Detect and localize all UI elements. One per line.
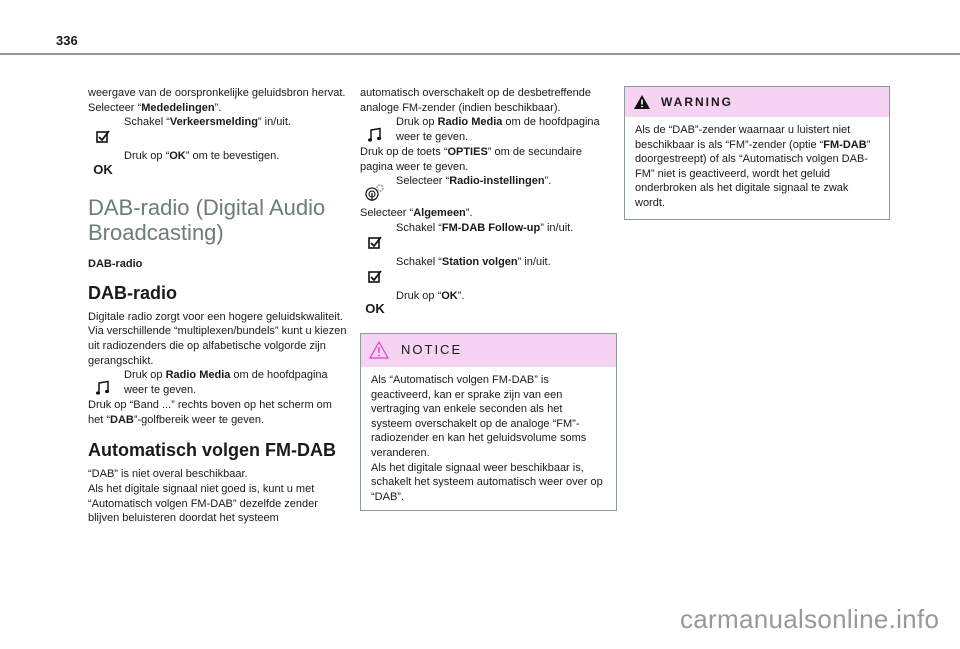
page-number: 336 xyxy=(56,33,78,48)
warning-box xyxy=(624,86,890,220)
text-bold: Radio Media xyxy=(165,369,231,382)
instruction-row xyxy=(88,368,348,398)
warning-triangle-icon xyxy=(633,94,651,110)
text-bold: OPTIES xyxy=(447,146,488,159)
radio-settings-icon xyxy=(360,176,390,202)
text: Druk op xyxy=(124,369,166,382)
text: ” in/uit. xyxy=(517,255,551,268)
paragraph: Als “Automatisch volgen FM-DAB” is geactiveerd, kan er sprake zijn van een vertraging van enkele seconden als het systeem overschakelt op de analoge “FM”-radiozender en kan het geluidsvolume soms veranderen. xyxy=(371,373,587,459)
subheading: DAB-radio xyxy=(88,258,143,271)
text-bold: Mededelingen xyxy=(141,101,215,114)
instruction-row xyxy=(360,174,618,204)
instruction-row xyxy=(360,289,618,319)
text: ”. xyxy=(465,207,473,220)
paragraph: Via verschillende “multiplexen/bundels” kunt u kiezen uit radiozenders die op alfabetische volgorde zijn gerangschikt. xyxy=(88,325,347,367)
section-heading: DAB-radio (Digital Audio Broadcasting) xyxy=(88,195,326,246)
ok-icon: OK xyxy=(93,161,113,177)
instruction-row xyxy=(360,255,618,285)
text: ”. xyxy=(457,289,465,302)
text: om de hoofdpagina weer te geven. xyxy=(124,369,328,396)
checkbox-icon xyxy=(88,117,118,143)
text-bold: OK xyxy=(441,289,458,302)
text: ”. xyxy=(544,175,552,188)
text-bold: Radio Media xyxy=(437,116,503,129)
warning-title: WARNING xyxy=(661,94,733,109)
text: Schakel “ xyxy=(396,221,442,234)
paragraph: Als het digitale signaal niet goed is, kunt u met “Automatisch volgen FM-DAB” dezelfde zender blijven beluisteren doordat het systeem xyxy=(88,482,318,525)
instruction-row xyxy=(360,115,618,145)
text: Als de “DAB”-zender waarnaar u luistert niet beschikbaar is als “FM”-zender (optie “ xyxy=(635,124,851,151)
text: Druk op “ xyxy=(396,289,442,302)
text: ” om de secundaire pagina weer te geven. xyxy=(360,146,582,173)
text: ” in/uit. xyxy=(540,221,574,234)
right-column xyxy=(624,86,890,220)
checkbox-icon xyxy=(360,257,390,283)
paragraph: “DAB” is niet overal beschikbaar. xyxy=(88,468,248,481)
header-rule xyxy=(0,53,960,55)
paragraph: Digitale radio zorgt voor een hogere geluidskwaliteit. xyxy=(88,310,343,323)
text-bold: DAB xyxy=(110,413,134,426)
middle-column xyxy=(360,86,618,511)
paragraph xyxy=(360,145,618,174)
text: Selecteer “ xyxy=(88,101,142,114)
text: Druk op “ xyxy=(124,150,170,163)
checkbox-icon xyxy=(360,223,390,249)
text: Schakel “ xyxy=(396,255,442,268)
music-note-icon xyxy=(360,117,390,143)
music-note-icon xyxy=(88,370,118,396)
text-bold: Radio-instellingen xyxy=(449,175,545,188)
text: om de hoofdpagina weer te geven. xyxy=(396,116,600,143)
notice-title: NOTICE xyxy=(401,342,463,358)
paragraph xyxy=(88,101,348,116)
text: ” om te bevestigen. xyxy=(185,150,280,163)
text: ”. xyxy=(214,101,222,114)
text: ”-golfbereik weer te geven. xyxy=(133,413,265,426)
left-column xyxy=(88,86,348,526)
instruction-row xyxy=(88,115,348,145)
text-bold: Station volgen xyxy=(441,255,518,268)
heading-automatisch-volgen: Automatisch volgen FM-DAB xyxy=(88,440,337,461)
text: Schakel “ xyxy=(124,116,170,129)
warning-header xyxy=(625,87,889,117)
paragraph xyxy=(360,206,618,221)
notice-header xyxy=(361,334,616,367)
text-bold: FM-DAB Follow-up xyxy=(441,221,541,234)
text: Selecteer “ xyxy=(396,175,450,188)
notice-triangle-icon xyxy=(369,341,389,359)
heading-dab-radio: DAB-radio xyxy=(88,282,177,303)
instruction-row xyxy=(360,221,618,251)
text: Druk op xyxy=(396,116,438,129)
paragraph: automatisch overschakelt op de desbetreffende analoge FM-zender (indien beschikbaar). xyxy=(360,87,591,114)
warning-body xyxy=(625,117,889,219)
instruction-row xyxy=(88,149,348,179)
text: Druk op “Band ...” rechts boven op het scherm om het “ xyxy=(88,399,332,426)
text-bold: FM-DAB xyxy=(823,138,867,151)
text: Selecteer “ xyxy=(360,207,414,220)
paragraph xyxy=(88,398,348,427)
paragraph: Als het digitale signaal weer beschikbaar is, schakelt het systeem automatisch weer over op “DAB”. xyxy=(371,461,603,503)
text: Druk op de toets “ xyxy=(360,146,448,159)
text: ” doorgestreept) of als “Automatisch volgen DAB-FM” niet is geactiveerd, wordt het geluid onderbroken als het digitale signaal te zwak wordt. xyxy=(635,138,871,209)
watermark: carmanualsonline.info xyxy=(680,604,940,634)
paragraph: weergave van de oorspronkelijke geluidsbron hervat. xyxy=(88,87,346,99)
text-bold: OK xyxy=(169,150,186,163)
text: ” in/uit. xyxy=(257,116,291,129)
notice-box xyxy=(360,333,617,511)
notice-body xyxy=(361,367,616,510)
text-bold: Algemeen xyxy=(413,207,466,220)
text-bold: Verkeersmelding xyxy=(169,116,258,129)
ok-icon: OK xyxy=(365,301,385,317)
